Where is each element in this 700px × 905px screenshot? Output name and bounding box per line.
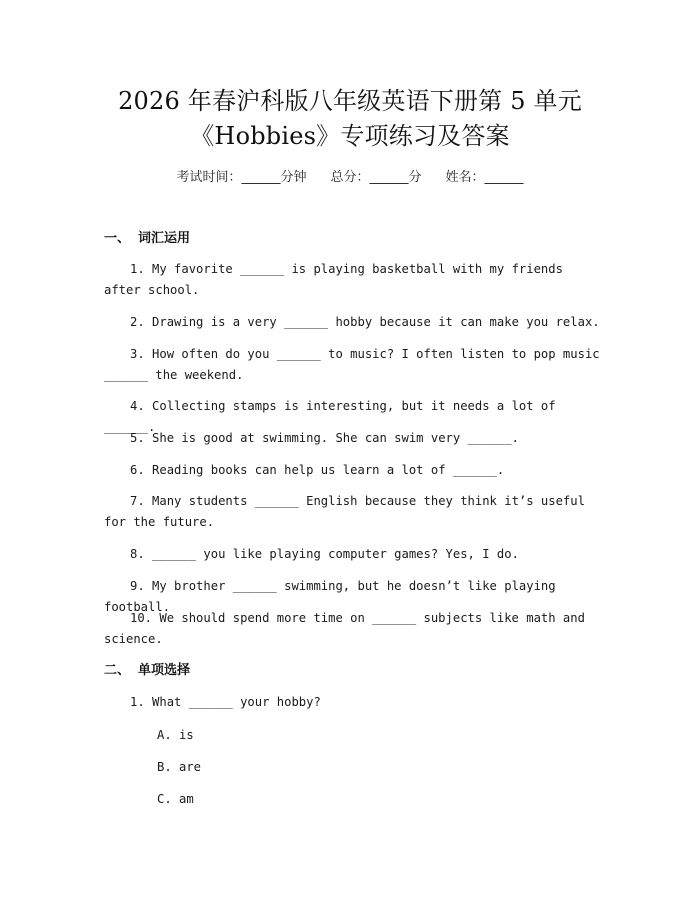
question-text: How often do you ______ to music? I often listen to pop music ______ the weekend.	[104, 347, 607, 382]
section-heading-vocabulary	[104, 230, 190, 248]
question-number: 3.	[130, 347, 145, 361]
section-heading-multiple-choice	[104, 662, 190, 680]
question-number: 5.	[130, 431, 145, 445]
question-item	[104, 312, 604, 333]
question-number: 10.	[130, 611, 153, 625]
question-item	[104, 544, 604, 565]
question-text: Reading books can help us learn a lot of ______.	[152, 463, 505, 477]
question-text: ______ you like playing computer games? Yes, I do.	[152, 547, 519, 561]
section-title: 词汇运用	[138, 231, 191, 246]
question-item	[104, 428, 604, 449]
question-number: 8.	[130, 547, 145, 561]
page-title-line-2: 《Hobbies》专项练习及答案	[190, 122, 510, 150]
question-item	[104, 344, 607, 386]
question-number: 4.	[130, 399, 145, 413]
question-text: My brother ______ swimming, but he doesn’t like playing football.	[104, 579, 563, 614]
question-item	[104, 259, 604, 301]
question-item	[104, 491, 604, 533]
exam-score-field: 总分：______分	[330, 170, 422, 185]
page-title-line-1: 2026 年春沪科版八年级英语下册第 5 单元	[118, 87, 582, 115]
question-text: We should spend more time on ______ subjects like math and science.	[104, 611, 593, 646]
question-number: 1.	[130, 695, 145, 709]
question-item	[104, 692, 604, 713]
answer-option[interactable]: A. is	[157, 728, 194, 742]
question-text: What ______ your hobby?	[152, 695, 321, 709]
exam-meta	[0, 169, 700, 187]
question-text: She is good at swimming. She can swim very ______.	[152, 431, 519, 445]
section-title: 单项选择	[138, 663, 191, 678]
exam-name-field: 姓名：______	[445, 170, 524, 185]
question-text: My favorite ______ is playing basketball with my friends after school.	[104, 262, 571, 297]
question-number: 9.	[130, 579, 145, 593]
question-item	[104, 608, 604, 650]
question-number: 1.	[130, 262, 145, 276]
question-number: 7.	[130, 494, 145, 508]
question-text: Collecting stamps is interesting, but it needs a lot of ______.	[104, 399, 563, 434]
exam-time-field: 考试时间：______分钟	[176, 170, 307, 185]
question-number: 6.	[130, 463, 145, 477]
question-text: Many students ______ English because they think it’s useful for the future.	[104, 494, 593, 529]
answer-option[interactable]: B. are	[157, 760, 202, 774]
section-number: 一、	[104, 231, 131, 246]
question-number: 2.	[130, 315, 145, 329]
section-number: 二、	[104, 663, 131, 678]
question-text: Drawing is a very ______ hobby because it can make you relax.	[152, 315, 600, 329]
question-item	[104, 460, 604, 481]
answer-option[interactable]: C. am	[157, 792, 194, 806]
